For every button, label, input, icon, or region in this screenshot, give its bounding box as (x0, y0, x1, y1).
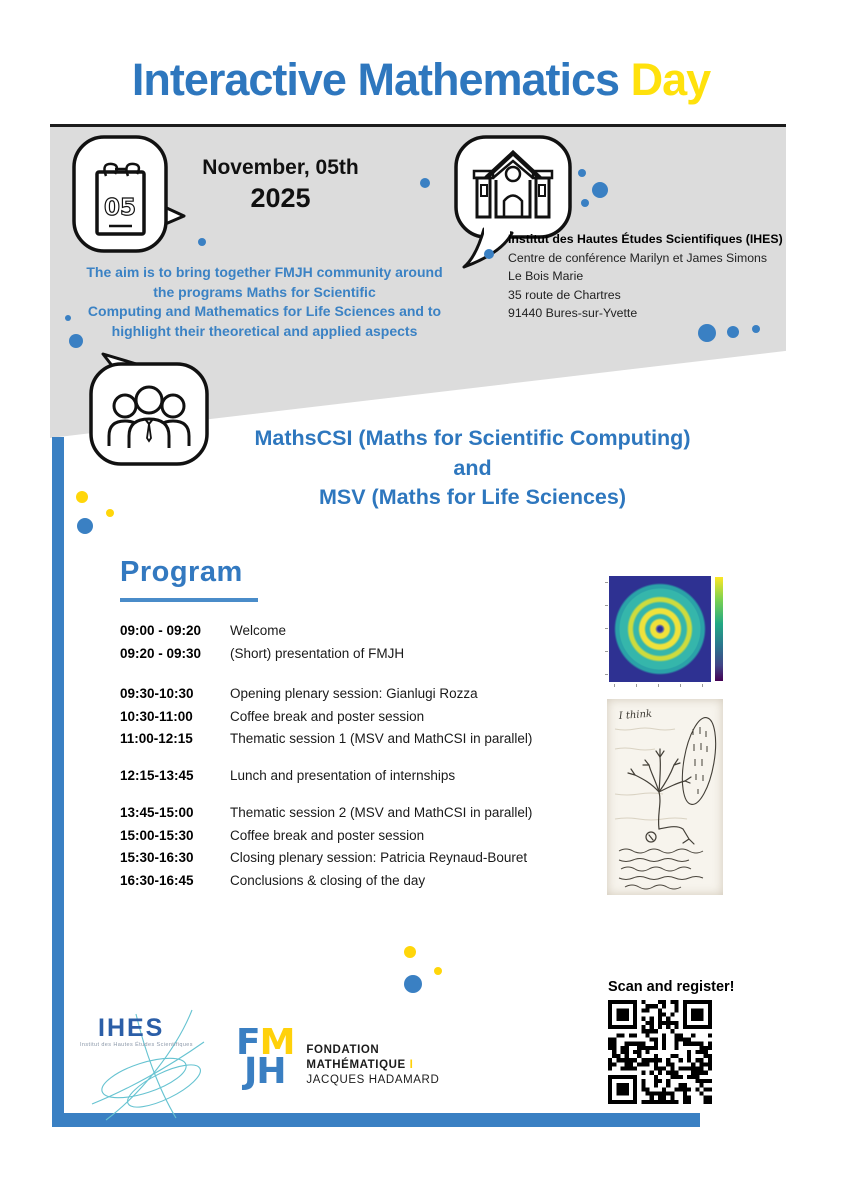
rings-plot-image (600, 568, 730, 690)
schedule-row (120, 728, 600, 751)
fmjh-letter-h: H (256, 1051, 286, 1092)
program-title-underline (120, 598, 258, 602)
session-label: Opening plenary session: Gianlugi Rozza (230, 686, 478, 701)
fmjh-wordmark-line: MATHÉMATIQUE I (306, 1059, 414, 1071)
schedule-row (120, 802, 600, 825)
programs-heading-line: MSV (Maths for Life Sciences) (318, 485, 627, 509)
schedule-row (120, 870, 600, 893)
session-time: 10:30-11:00 (120, 708, 193, 724)
session-label: Conclusions & closing of the day (230, 872, 426, 888)
title-main: Interactive Mathematics (131, 54, 620, 105)
fmjh-letter-m: M (259, 1022, 295, 1063)
aim-line: The aim is to bring together FMJH community around (86, 264, 443, 280)
decor-dot (484, 249, 494, 259)
event-date-line2: 2025 (250, 183, 311, 213)
decor-dot (65, 315, 71, 321)
program-schedule (120, 620, 600, 892)
header-divider (50, 124, 786, 127)
aim-line: the programs Maths for Scientific (153, 283, 376, 300)
venue-line: Le Bois Marie (508, 269, 584, 283)
qr-code-pattern (608, 1000, 712, 1104)
programs-heading-line: MathsCSI (Maths for Scientific Computing) (254, 426, 691, 450)
venue-line: Centre de conférence Marilyn et James Simons (508, 250, 768, 265)
decor-dot (404, 946, 416, 958)
decor-dot (106, 509, 114, 517)
session-label: Welcome (230, 623, 287, 638)
decor-dot (727, 326, 739, 338)
decor-dot (698, 324, 716, 342)
program-section-title: Program (120, 556, 243, 588)
venue-line: 35 route de Chartres (508, 287, 621, 302)
aim-line: Computing and Mathematics for Life Sciences and to (87, 303, 442, 319)
fmjh-letter-f: F (236, 1022, 260, 1063)
decor-dot (752, 325, 760, 333)
sketch-note-text: I think (618, 708, 653, 722)
darwin-sketch-drawing (607, 699, 723, 895)
fmjh-wordmark-accent: I (409, 1059, 414, 1071)
session-label: Lunch and presentation of internships (230, 767, 456, 783)
venue-address (508, 230, 786, 323)
decor-dot (420, 178, 430, 188)
ihes-logo (72, 1008, 242, 1126)
session-label: Coffee break and poster session (230, 708, 425, 724)
session-time: 15:00-15:30 (120, 827, 194, 843)
decor-dot (198, 238, 206, 246)
event-date (178, 156, 383, 214)
calendar-day-number: 05 (103, 195, 137, 221)
session-label: Closing plenary session: Patricia Reynaud-Bouret (230, 850, 528, 865)
session-label: Thematic session 1 (MSV and MathCSI in parallel) (230, 731, 533, 746)
venue-name: Institut des Hautes Études Scientifiques (IHES) (508, 232, 783, 246)
venue-line: 91440 Bures-sur-Yvette (508, 306, 638, 320)
ihes-logo-text: IHES (98, 1014, 165, 1042)
session-time: 15:30-16:30 (120, 850, 194, 865)
session-time: 09:20 - 09:30 (120, 645, 202, 661)
event-date-line1: November, 05th (202, 156, 359, 179)
fmjh-logo-letters (236, 1022, 295, 1092)
session-time: 09:30-10:30 (120, 686, 194, 701)
schedule-row (120, 847, 600, 870)
decor-dot (592, 182, 608, 198)
fmjh-letter-j: J (244, 1051, 257, 1092)
schedule-row (120, 825, 600, 848)
session-time: 09:00 - 09:20 (120, 623, 202, 638)
schedule-row (120, 620, 600, 643)
session-time: 13:45-15:00 (120, 805, 194, 820)
rings-plot-xaxis (614, 684, 706, 687)
fmjh-wordmark-line: FONDATION (306, 1044, 380, 1056)
fmjh-logo-wordmark (306, 1028, 439, 1088)
rings-plot-colorbar (715, 577, 723, 681)
fmjh-logo (236, 1022, 440, 1092)
fmjh-wordmark-line: JACQUES HADAMARD (306, 1074, 440, 1086)
schedule-row (120, 706, 600, 729)
darwin-tree-sketch-image (607, 699, 723, 895)
event-aim-text (62, 263, 467, 341)
schedule-row (120, 683, 600, 706)
session-time: 16:30-16:45 (120, 872, 194, 888)
rings-plot-yaxis (605, 582, 608, 676)
programs-heading (100, 424, 842, 513)
session-label: Coffee break and poster session (230, 827, 425, 843)
registration-qr-code (608, 1000, 712, 1104)
decor-dot (434, 967, 442, 975)
aim-line: highlight their theoretical and applied aspects (111, 322, 418, 339)
decor-dot (581, 199, 589, 207)
ihes-logo-tagline: Institut des Hautes Études Scientifiques (80, 1042, 193, 1048)
decor-dot (404, 975, 422, 993)
register-call-to-action: Scan and register! (608, 979, 735, 995)
schedule-row (120, 765, 600, 788)
left-accent-bar (52, 437, 64, 1127)
title-accent: Day (630, 54, 711, 105)
decor-dot (76, 491, 88, 503)
session-label: Thematic session 2 (MSV and MathCSI in parallel) (230, 805, 533, 820)
session-label: (Short) presentation of FMJH (230, 645, 405, 661)
rings-plot-area (609, 576, 711, 682)
session-time: 11:00-12:15 (120, 731, 193, 746)
session-time: 12:15-13:45 (120, 767, 194, 783)
schedule-row (120, 643, 600, 666)
decor-dot (69, 334, 83, 348)
page-title (0, 54, 842, 106)
calendar-icon (70, 134, 188, 258)
decor-dot (578, 169, 586, 177)
programs-heading-line: and (453, 455, 492, 480)
decor-dot (77, 518, 93, 534)
